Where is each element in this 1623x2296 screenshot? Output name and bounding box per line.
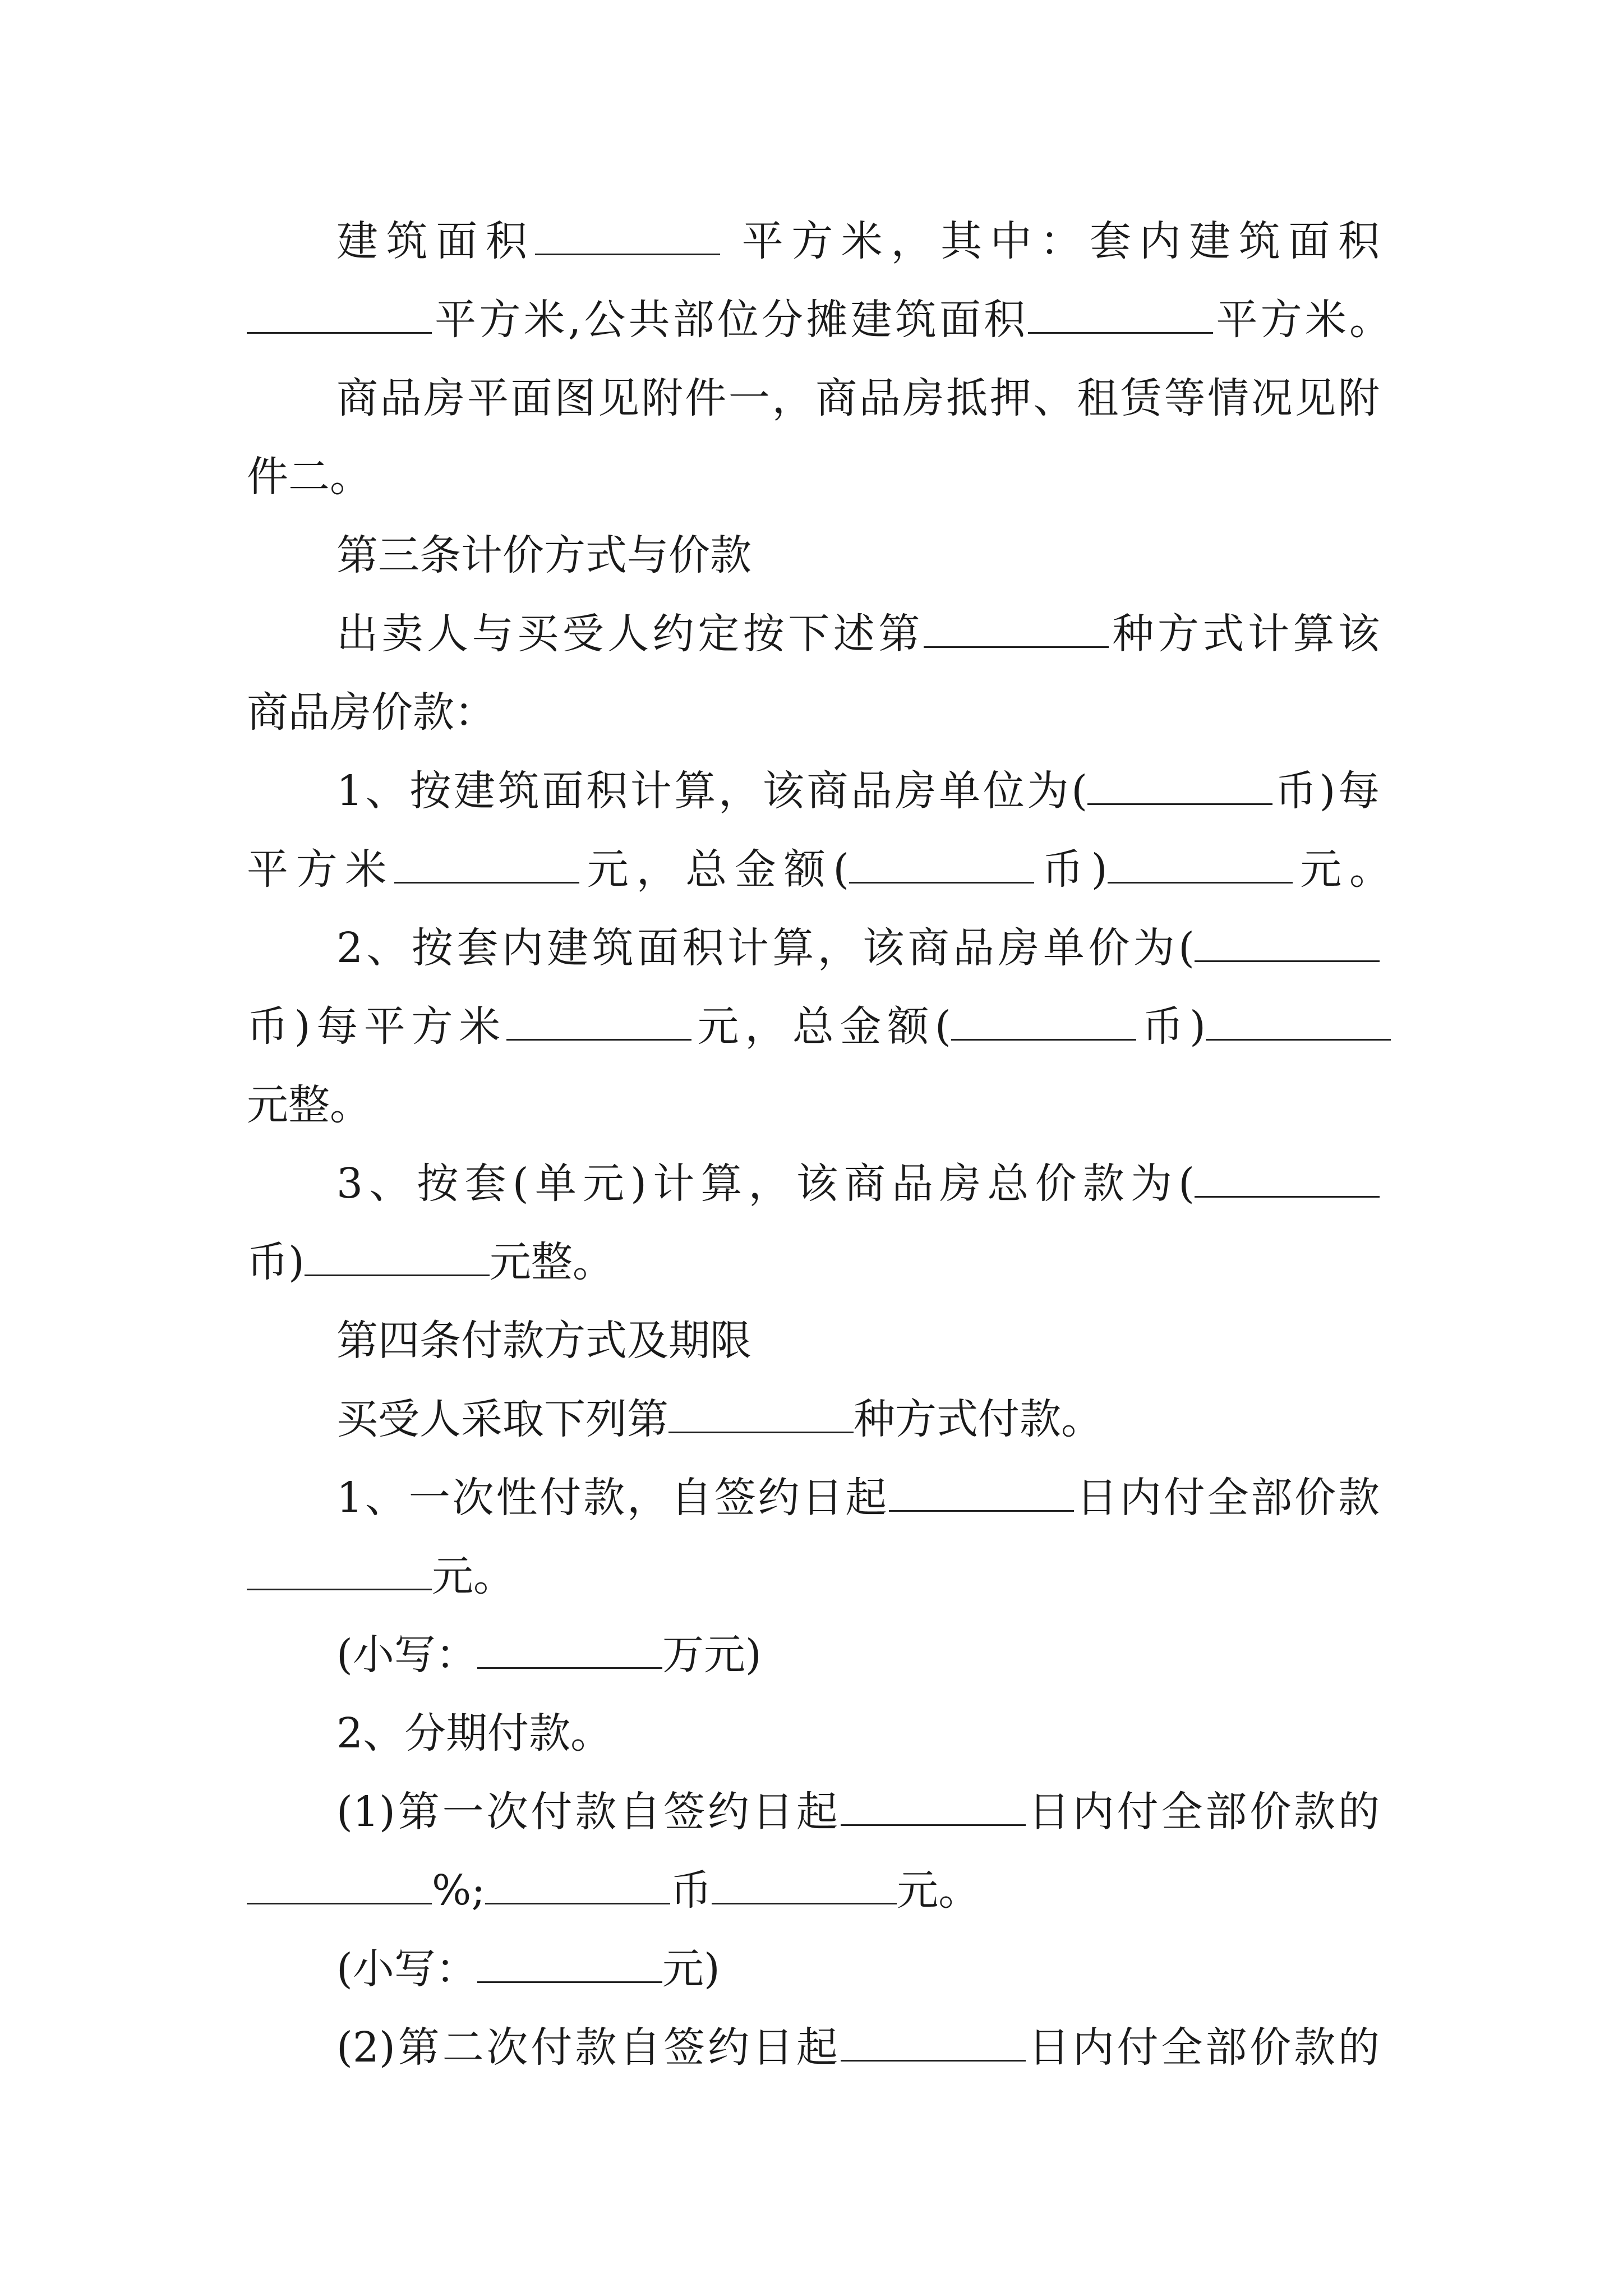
text-run: 币)每 — [1272, 767, 1380, 815]
text-run: 买受人采取下列第 — [336, 1395, 668, 1443]
line-15 — [336, 1301, 1481, 1380]
line-17 — [336, 1458, 1380, 1537]
text-run: 元。 — [1292, 845, 1391, 894]
text-run: 元。 — [432, 1552, 515, 1600]
text-run: 建筑面积 — [336, 217, 536, 265]
line-14 — [247, 1223, 1391, 1301]
text-run: 万元) — [662, 1631, 762, 1679]
blank-underline — [247, 293, 432, 334]
line-11 — [247, 987, 1391, 1066]
blank-underline — [889, 1471, 1074, 1512]
text-run: %; — [432, 1866, 486, 1915]
line-12 — [247, 1066, 1391, 1144]
text-run: (小写： — [336, 1631, 477, 1679]
text-run: 2、分期付款。 — [336, 1709, 612, 1757]
text-run: 元。 — [897, 1866, 980, 1915]
text-run: 1、按建筑面积计算，该商品房单位为( — [336, 767, 1088, 815]
line-7 — [247, 673, 1391, 752]
text-run: 币) — [1034, 845, 1108, 894]
text-run: (小写： — [336, 1945, 477, 1993]
text-run: 第三条计价方式与价款 — [336, 531, 751, 579]
line-9 — [247, 830, 1391, 909]
text-run: 平方米。 — [1213, 296, 1391, 344]
text-run: 元) — [662, 1945, 720, 1993]
line-1 — [336, 202, 1380, 280]
text-run: 3、按套(单元)计算，该商品房总价款为( — [336, 1159, 1195, 1208]
blank-underline — [668, 1392, 854, 1433]
text-run: 种方式付款。 — [854, 1395, 1103, 1443]
text-run: 件二。 — [247, 453, 371, 501]
text-run: 出卖人与买受人约定按下述第 — [336, 610, 924, 658]
text-run: 币 — [670, 1866, 712, 1915]
blank-underline — [712, 1864, 897, 1904]
blank-underline — [477, 1628, 662, 1669]
line-3 — [336, 359, 1380, 438]
line-23 — [336, 1930, 1481, 2008]
line-8 — [336, 752, 1380, 830]
text-run: 商品房平面图见附件一，商品房抵押、租赁等情况见附 — [336, 374, 1380, 422]
text-run: (2)第二次付款自签约日起 — [336, 2023, 841, 2072]
text-run: 币) — [247, 1238, 305, 1286]
text-run: 2、按套内建筑面积计算，该商品房单价为( — [336, 924, 1195, 972]
text-run: 币)每平方米 — [247, 1002, 506, 1051]
line-19 — [336, 1616, 1481, 1694]
line-22 — [247, 1851, 1391, 1930]
line-4 — [247, 438, 1391, 516]
line-24 — [336, 2008, 1380, 2087]
text-run: 平方米,公共部位分摊建筑面积 — [432, 296, 1029, 344]
text-run: 平方米 — [247, 845, 395, 894]
text-run: 商品房价款： — [247, 688, 496, 737]
text-run: 元整。 — [247, 1081, 371, 1129]
blank-underline — [1195, 1157, 1380, 1198]
line-5 — [336, 516, 1481, 595]
text-run: 日内付全部价款的 — [1025, 2023, 1380, 2072]
blank-underline — [305, 1235, 490, 1276]
blank-underline — [849, 843, 1034, 884]
blank-underline — [477, 1942, 662, 1983]
text-run: 1、一次性付款，自签约日起 — [336, 1474, 889, 1522]
text-run: 元，总金额( — [579, 845, 850, 894]
blank-underline — [1206, 1000, 1391, 1041]
text-run: (1)第一次付款自签约日起 — [336, 1788, 841, 1836]
blank-underline — [951, 1000, 1136, 1041]
blank-underline — [247, 1549, 432, 1590]
blank-underline — [247, 1864, 432, 1904]
line-13 — [336, 1144, 1380, 1223]
text-run: 第四条付款方式及期限 — [336, 1317, 751, 1365]
line-18 — [247, 1537, 1391, 1616]
blank-underline — [1108, 843, 1293, 884]
blank-underline — [841, 2021, 1026, 2062]
blank-underline — [394, 843, 579, 884]
blank-underline — [1028, 293, 1213, 334]
line-16 — [336, 1380, 1481, 1458]
text-run: 日内付全部价款的 — [1025, 1788, 1380, 1836]
line-10 — [336, 909, 1380, 987]
blank-underline — [841, 1785, 1026, 1826]
line-20 — [336, 1694, 1481, 1773]
blank-underline — [924, 607, 1109, 648]
text-run: 种方式计算该 — [1108, 610, 1380, 658]
blank-underline — [485, 1864, 670, 1904]
line-21 — [336, 1773, 1380, 1851]
line-6 — [336, 595, 1380, 673]
blank-underline — [535, 214, 720, 255]
text-run: 币) — [1136, 1002, 1206, 1051]
blank-underline — [1195, 921, 1380, 962]
line-2 — [247, 280, 1391, 359]
text-run: 平方米，其中：套内建筑面积 — [720, 217, 1380, 265]
text-run: 元，总金额( — [691, 1002, 951, 1051]
text-run: 元整。 — [489, 1238, 614, 1286]
blank-underline — [1087, 764, 1272, 805]
blank-underline — [506, 1000, 691, 1041]
text-run: 日内付全部价款 — [1074, 1474, 1380, 1522]
